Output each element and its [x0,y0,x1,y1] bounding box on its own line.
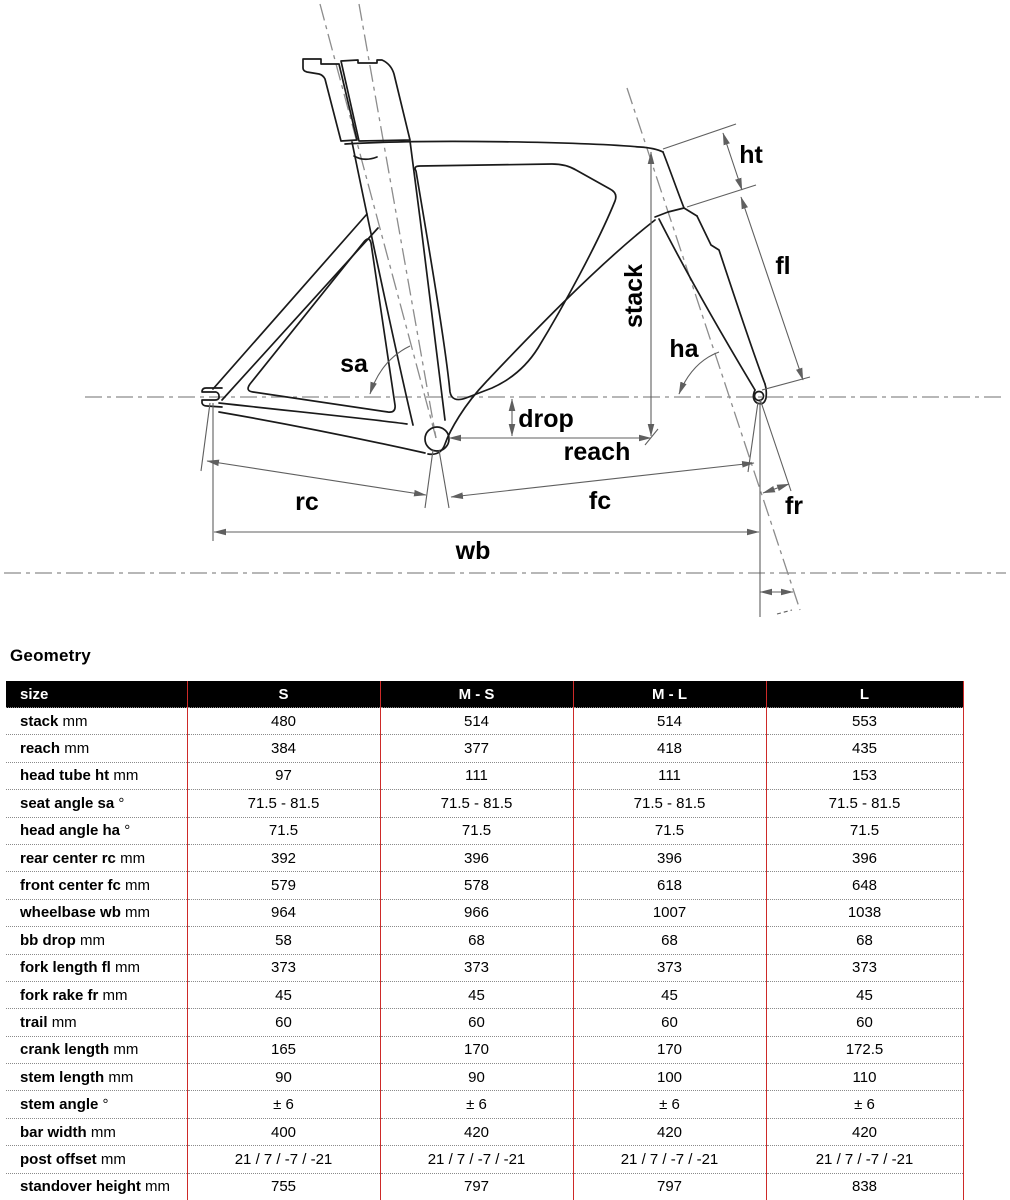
value-cell: 1038 [766,899,963,926]
label-stack: stack [620,264,648,328]
value-cell: 90 [187,1064,380,1091]
column-header-size: size [6,681,187,708]
seat-tube-left-edge [352,142,413,425]
value-cell: 579 [187,872,380,899]
row-label: head angle ha ° [6,817,187,844]
value-cell: 71.5 - 81.5 [380,790,573,817]
value-cell: 838 [766,1173,963,1200]
row-label: fork rake fr mm [6,981,187,1008]
row-label: head tube ht mm [6,762,187,789]
value-cell: 45 [573,981,766,1008]
value-cell: 165 [187,1036,380,1063]
value-cell: 45 [380,981,573,1008]
bb-ext-right [439,450,449,508]
seat-tube-right-edge [410,141,445,420]
value-cell: 111 [573,762,766,789]
value-cell: 170 [573,1036,766,1063]
bottom-bracket [425,427,449,451]
label-ht: ht [739,141,763,169]
value-cell: ± 6 [766,1091,963,1118]
row-label: bar width mm [6,1118,187,1145]
label-rc: rc [295,488,319,516]
value-cell: 966 [380,899,573,926]
row-unit: ° [102,1096,109,1114]
value-cell: 964 [187,899,380,926]
row-label: wheelbase wb mm [6,899,187,926]
label-reach: reach [563,438,631,466]
row-label: rear center rc mm [6,844,187,871]
table-row [6,927,963,954]
value-cell: 45 [766,981,963,1008]
row-unit: mm [120,849,146,867]
table-row [6,981,963,1008]
front-ext-tilted [748,402,758,472]
fork-trailing-edge [697,216,765,384]
fr-axis-parallel [760,399,791,491]
table-row [6,1064,963,1091]
value-cell: 514 [573,708,766,735]
value-cell: 797 [573,1173,766,1200]
row-label: stack mm [6,708,187,735]
value-cell: 90 [380,1064,573,1091]
value-cell: 68 [573,927,766,954]
row-unit: mm [108,1068,134,1086]
value-cell: 578 [380,872,573,899]
table-row [6,1036,963,1063]
fl-dim [741,197,803,380]
row-unit: mm [51,1013,77,1031]
value-cell: 480 [187,708,380,735]
value-cell: 172.5 [766,1036,963,1063]
value-cell: 71.5 [380,817,573,844]
column-header: L [766,681,963,708]
ground-tick [777,610,792,614]
label-drop: drop [518,405,574,433]
table-row [6,872,963,899]
fork-crown [655,208,697,217]
value-cell: 60 [573,1009,766,1036]
value-cell: 71.5 - 81.5 [187,790,380,817]
value-cell: 71.5 [766,817,963,844]
value-cell: 111 [380,762,573,789]
row-label: standover height mm [6,1173,187,1200]
value-cell: 396 [380,844,573,871]
table-row [6,1173,963,1200]
value-cell: 45 [187,981,380,1008]
row-unit: ° [124,822,131,840]
table-row [6,762,963,789]
value-cell: 420 [380,1118,573,1145]
seat-clamp-slot [354,156,377,159]
table-row [6,708,963,735]
chainstay-top [219,403,407,424]
dimension-labels [295,141,803,565]
value-cell: 58 [187,927,380,954]
bb-ext-left [425,450,433,508]
column-header: M - L [573,681,766,708]
value-cell: 514 [380,708,573,735]
fl-ext-bottom [762,377,810,390]
value-cell: 60 [766,1009,963,1036]
head-tube [663,152,684,208]
value-cell: 797 [380,1173,573,1200]
row-label: stem angle ° [6,1091,187,1118]
value-cell: 21 / 7 / -7 / -21 [380,1146,573,1173]
table-row [6,844,963,871]
table-row [6,817,963,844]
row-unit: mm [80,931,105,949]
row-label: fork length fl mm [6,954,187,981]
value-cell: ± 6 [573,1091,766,1118]
dimension-lines [201,124,810,617]
row-label: seat angle sa ° [6,790,187,817]
value-cell: 60 [380,1009,573,1036]
row-unit: ° [118,794,125,812]
frame-outline [202,59,766,454]
table-row [6,1091,963,1118]
construction-centerlines [4,4,1006,610]
value-cell: 373 [573,954,766,981]
ht-ext-bottom [687,185,756,207]
table-row [6,790,963,817]
chainstay-bottom [219,412,425,453]
row-unit: mm [113,1041,139,1059]
value-cell: 618 [573,872,766,899]
section-title: Geometry [10,646,91,665]
value-cell: 68 [766,927,963,954]
value-cell: 373 [380,954,573,981]
row-unit: mm [125,904,151,922]
row-unit: mm [113,767,139,785]
value-cell: 420 [766,1118,963,1145]
row-label: post offset mm [6,1146,187,1173]
value-cell: 400 [187,1118,380,1145]
value-cell: 21 / 7 / -7 / -21 [766,1146,963,1173]
row-label: crank length mm [6,1036,187,1063]
value-cell: ± 6 [187,1091,380,1118]
row-label: front center fc mm [6,872,187,899]
row-label: trail mm [6,1009,187,1036]
row-label: bb drop mm [6,927,187,954]
value-cell: 435 [766,735,963,762]
value-cell: 100 [573,1064,766,1091]
table-row [6,954,963,981]
value-cell: 71.5 - 81.5 [766,790,963,817]
table-row [6,735,963,762]
value-cell: 384 [187,735,380,762]
table-header-row [6,681,963,708]
value-cell: 396 [573,844,766,871]
label-wb: wb [455,537,491,565]
table-row [6,1009,963,1036]
ht-ext-top [663,124,736,149]
value-cell: 71.5 [573,817,766,844]
value-cell: 71.5 [187,817,380,844]
row-unit: mm [100,1150,126,1168]
value-cell: 153 [766,762,963,789]
value-cell: 60 [187,1009,380,1036]
row-unit: mm [102,986,128,1004]
row-unit: mm [125,877,151,895]
value-cell: 392 [187,844,380,871]
front-axle [755,392,764,401]
row-unit: mm [64,740,90,758]
value-cell: 553 [766,708,963,735]
value-cell: 373 [766,954,963,981]
column-header: M - S [380,681,573,708]
table-row [6,1118,963,1145]
table-row [6,1146,963,1173]
value-cell: 396 [766,844,963,871]
value-cell: 97 [187,762,380,789]
seat-axis-slack [320,4,436,438]
label-sa: sa [340,350,368,378]
value-cell: 110 [766,1064,963,1091]
value-cell: 373 [187,954,380,981]
row-unit: mm [90,1123,116,1141]
label-fc: fc [588,487,612,515]
value-cell: 648 [766,872,963,899]
value-cell: 420 [573,1118,766,1145]
row-label: stem length mm [6,1064,187,1091]
label-fl: fl [775,252,791,280]
label-fr: fr [784,492,804,520]
fork-leading-edge [659,219,755,390]
label-ha: ha [669,335,699,363]
table-row [6,899,963,926]
row-unit: mm [145,1178,171,1196]
value-cell: 21 / 7 / -7 / -21 [187,1146,380,1173]
row-label: reach mm [6,735,187,762]
value-cell: ± 6 [380,1091,573,1118]
value-cell: 21 / 7 / -7 / -21 [573,1146,766,1173]
row-unit: mm [62,712,88,730]
value-cell: 170 [380,1036,573,1063]
value-cell: 1007 [573,899,766,926]
top-tube [345,141,663,152]
geometry-table [6,681,964,1200]
value-cell: 418 [573,735,766,762]
row-unit: mm [115,959,140,977]
value-cell: 377 [380,735,573,762]
value-cell: 755 [187,1173,380,1200]
value-cell: 68 [380,927,573,954]
column-header: S [187,681,380,708]
value-cell: 71.5 - 81.5 [573,790,766,817]
seatpost-rear [303,59,357,141]
